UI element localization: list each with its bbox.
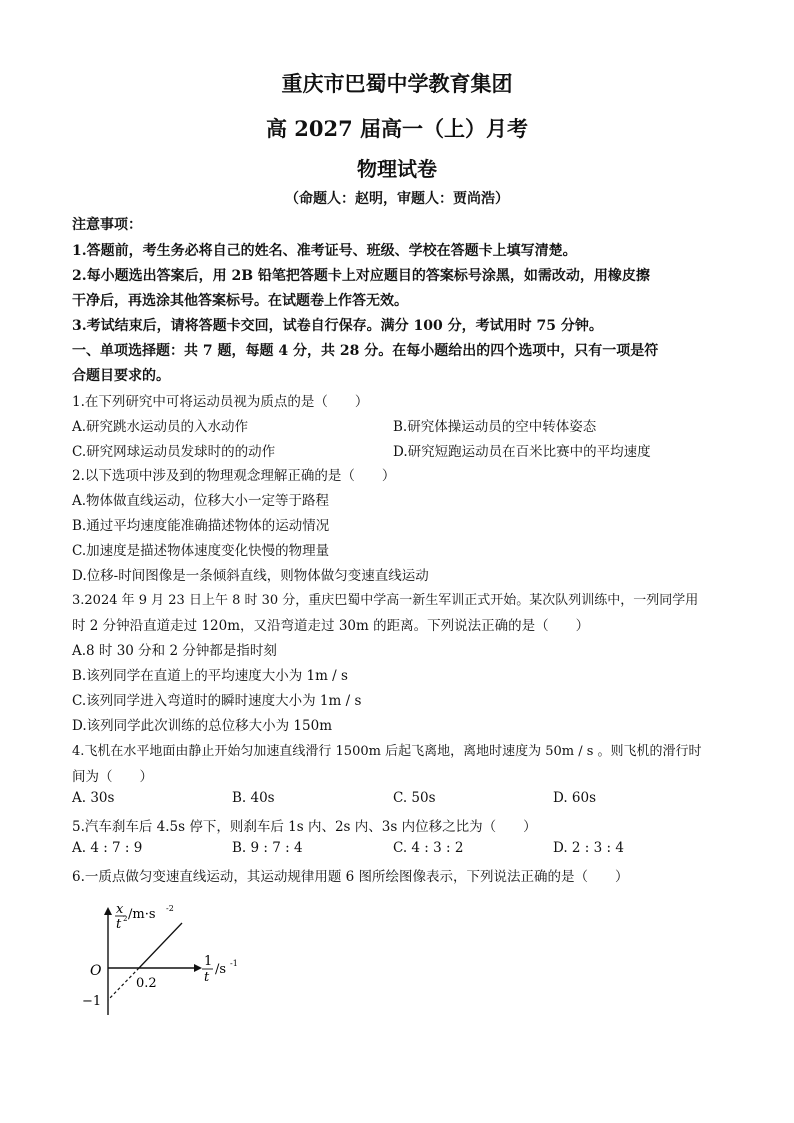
x-label-unit: /s [215, 962, 227, 977]
note-3: 3.考试结束后，请将答题卡交回，试卷自行保存。满分 100 分，考试用时 75 分钟。 [72, 318, 603, 334]
q1-option-a: A.研究跳水运动员的入水动作 [72, 419, 249, 435]
q5-option-a: A. 4 : 7 : 9 [72, 840, 143, 856]
q4-option-c: C. 50s [393, 790, 436, 806]
q3-option-c: C.该列同学进入弯道时的瞬时速度大小为 1m / s [72, 693, 362, 709]
y-label-den-exp: 2 [123, 915, 128, 923]
q5-option-b: B. 9 : 7 : 4 [232, 840, 303, 856]
note-2-line-1: 2.每小题选出答案后，用 2B 铅笔把答题卡上对应题目的答案标号涂黑，如需改动，用橡皮擦 [72, 268, 650, 284]
exam-title: 高 2027 届高一（上）月考 [265, 116, 529, 141]
note-2-line-2: 干净后，再选涂其他答案标号。在试题卷上作答无效。 [72, 293, 408, 309]
q4-stem-line-1: 4.飞机在水平地面由静止开始匀加速直线滑行 1500m 后起飞离地，离地时速度为 50m / s 。则飞机的滑行时 [72, 744, 702, 759]
section-1-line-1: 一、单项选择题：共 7 题，每题 4 分，共 28 分。在每小题给出的四个选项中，只有一项是符 [72, 343, 659, 359]
q5-option-d: D. 2 : 3 : 4 [553, 840, 624, 856]
y-label-unit-exp: -2 [166, 904, 174, 913]
q3-option-d: D.该列同学此次训练的总位移大小为 150m [72, 718, 332, 734]
q1-option-b: B.研究体操运动员的空中转体姿态 [393, 419, 597, 435]
q5-stem: 5.汽车刹车后 4.5s 停下，则刹车后 1s 内、2s 内、3s 内位移之比为（ ） [72, 819, 537, 835]
q4-option-d: D. 60s [553, 790, 597, 806]
q5-option-c: C. 4 : 3 : 2 [393, 840, 464, 856]
x-label-numerator: 1 [204, 954, 213, 969]
notes-title: 注意事项： [72, 217, 142, 233]
graph-line [139, 923, 182, 968]
q1-option-d: D.研究短跑运动员在百米比赛中的平均速度 [393, 444, 651, 460]
y-label-denominator: t [116, 917, 122, 932]
q4-option-a: A. 30s [72, 790, 115, 806]
y-label-unit: /m·s [128, 907, 156, 922]
q2-option-b: B.通过平均速度能准确描述物体的运动情况 [72, 518, 330, 534]
school-name: 重庆市巴蜀中学教育集团 [281, 71, 513, 96]
q3-option-b: B.该列同学在直道上的平均速度大小为 1m / s [72, 668, 348, 684]
q1-stem: 1.在下列研究中可将运动员视为质点的是（ ） [72, 394, 369, 410]
note-1: 1.答题前，考生务必将自己的姓名、准考证号、班级、学校在答题卡上填写清楚。 [72, 243, 577, 259]
q2-option-d: D.位移-时间图像是一条倾斜直线，则物体做匀变速直线运动 [72, 568, 429, 584]
graph-line-extension [108, 968, 139, 1000]
q1-option-c: C.研究网球运动员发球时的的动作 [72, 444, 276, 460]
x-tick-label: 0.2 [136, 976, 157, 991]
q2-stem: 2.以下选项中涉及到的物理观念理解正确的是（ ） [72, 468, 396, 484]
subject-title: 物理试卷 [357, 157, 437, 181]
y-label-numerator: x [116, 902, 124, 917]
q3-stem-line-2: 时 2 分钟沿直道走过 120m，又沿弯道走过 30m 的距离。下列说法正确的是（ ） [72, 618, 590, 634]
y-tick-label: −1 [82, 994, 102, 1009]
authors-line: （命题人：赵明，审题人：贾尚浩） [285, 191, 509, 207]
q2-option-a: A.物体做直线运动，位移大小一定等于路程 [72, 493, 330, 509]
x-label-unit-exp: -1 [230, 959, 238, 968]
origin-label: O [90, 963, 102, 979]
x-label-denominator: t [204, 970, 210, 985]
q2-option-c: C.加速度是描述物体速度变化快慢的物理量 [72, 543, 330, 559]
q4-stem-line-2: 间为（ ） [72, 769, 153, 785]
q3-option-a: A.8 时 30 分和 2 分钟都是指时刻 [72, 643, 277, 659]
q6-graph [80, 895, 245, 1025]
q3-stem-line-1: 3.2024 年 9 月 23 日上午 8 时 30 分，重庆巴蜀中学高一新生军训正式开始。某次队列训练中，一列同学用 [72, 593, 699, 608]
q6-stem: 6.一质点做匀变速直线运动，其运动规律用题 6 图所绘图像表示，下列说法正确的是（ ） [72, 869, 629, 885]
q4-option-b: B. 40s [232, 790, 275, 806]
section-1-line-2: 合题目要求的。 [72, 368, 170, 384]
